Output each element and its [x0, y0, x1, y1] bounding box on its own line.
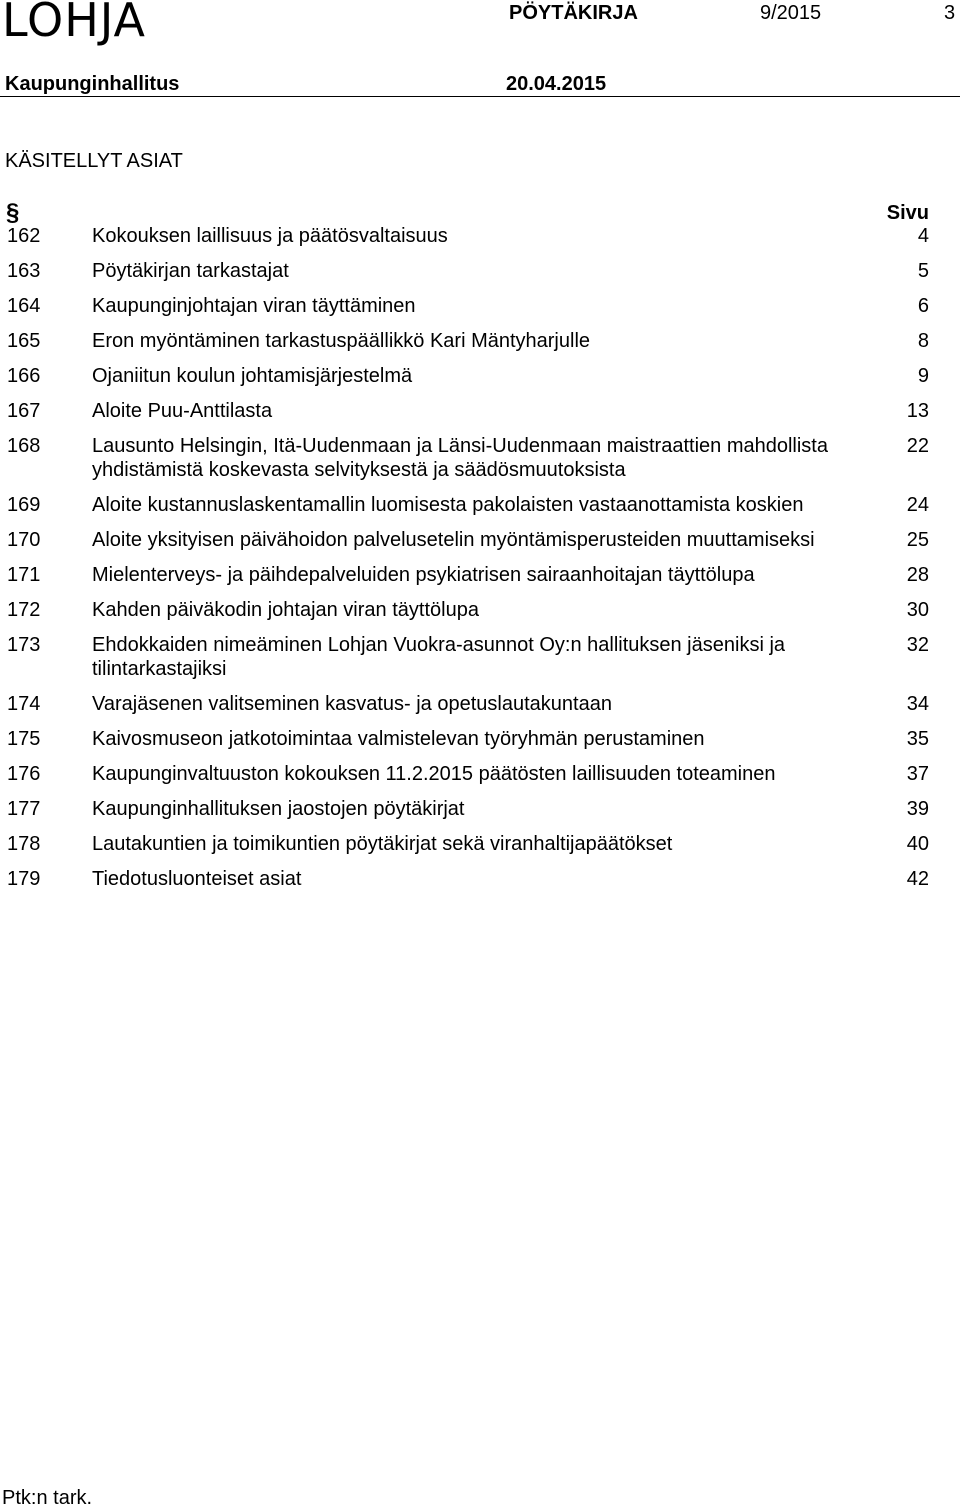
agenda-item-page: 42	[906, 868, 929, 890]
agenda-item-number: 167	[7, 400, 41, 422]
header-divider	[0, 96, 960, 97]
agenda-item	[0, 832, 960, 856]
agenda-item-title: Aloite yksityisen päivähoidon palvelusetelin myöntämisperusteiden muuttamiseksi	[92, 529, 815, 551]
agenda-item-page: 5	[917, 260, 929, 282]
page-number: 3	[944, 2, 956, 24]
meeting-date: 20.04.2015	[506, 73, 607, 95]
agenda-item-number: 166	[7, 365, 41, 387]
agenda-item-number: 176	[7, 763, 41, 785]
agenda-item-page: 9	[917, 365, 929, 387]
agenda-item-number: 174	[7, 693, 41, 715]
agenda-item	[0, 563, 960, 587]
agenda-item-title: Ojaniitun koulun johtamisjärjestelmä	[92, 365, 413, 387]
agenda-item-page: 28	[906, 564, 929, 586]
page-column-header: Sivu	[886, 202, 929, 224]
agenda-item-number: 164	[7, 295, 41, 317]
agenda-item-page: 35	[906, 728, 929, 750]
document-number: 9/2015	[760, 2, 822, 24]
agenda-item-title: Aloite Puu-Anttilasta	[92, 400, 273, 422]
agenda-item-title: Lautakuntien ja toimikuntien pöytäkirjat sekä viranhaltijapäätökset	[92, 833, 673, 855]
agenda-item-page: 4	[917, 225, 929, 247]
agenda-item-title: Pöytäkirjan tarkastajat	[92, 260, 289, 282]
agenda-item	[0, 867, 960, 891]
agenda-item-title: Mielenterveys- ja päihdepalveluiden psykiatrisen sairaanhoitajan täyttölupa	[92, 564, 755, 586]
agenda-item-page: 39	[906, 798, 929, 820]
agenda-item-title: Kaupunginjohtajan viran täyttäminen	[92, 295, 416, 317]
agenda-item	[0, 434, 960, 482]
agenda-item-number: 178	[7, 833, 41, 855]
agenda-item	[0, 692, 960, 716]
agenda-item	[0, 797, 960, 821]
agenda-item	[0, 364, 960, 388]
agenda-item-number: 172	[7, 599, 41, 621]
agenda-item	[0, 528, 960, 552]
agenda-item	[0, 727, 960, 751]
agenda-item-page: 34	[906, 693, 929, 715]
agenda-item-page: 22	[906, 435, 929, 457]
agenda-item-title: Kokouksen laillisuus ja päätösvaltaisuus	[92, 225, 448, 247]
agenda-item-page: 13	[906, 400, 929, 422]
agenda-item-page: 30	[906, 599, 929, 621]
agenda-item	[0, 493, 960, 517]
agenda-item-title: Tiedotusluonteiset asiat	[92, 868, 302, 890]
agenda-item-number: 162	[7, 225, 41, 247]
agenda-item-page: 32	[906, 634, 929, 656]
agenda-item-title: Lausunto Helsingin, Itä-Uudenmaan ja Länsi-Uudenmaan maistraattien mahdollista yhdistämistä koskevasta selvityksestä ja säädösmuutoksista	[92, 435, 828, 481]
agenda-item-page: 37	[906, 763, 929, 785]
agenda-item-number: 177	[7, 798, 41, 820]
agenda-item-title: Kaivosmuseon jatkotoimintaa valmistelevan työryhmän perustaminen	[92, 728, 705, 750]
agenda-item-number: 163	[7, 260, 41, 282]
agenda-item-number: 170	[7, 529, 41, 551]
agenda-item-title: Aloite kustannuslaskentamallin luomisesta pakolaisten vastaanottamista koskien	[92, 494, 804, 516]
agenda-item-number: 175	[7, 728, 41, 750]
agenda-item-title: Varajäsenen valitseminen kasvatus- ja opetuslautakuntaan	[92, 693, 612, 715]
agenda-item	[0, 399, 960, 423]
agenda-item-title: Kaupunginhallituksen jaostojen pöytäkirjat	[92, 798, 465, 820]
agenda-item-number: 173	[7, 634, 41, 656]
agenda-item-number: 168	[7, 435, 41, 457]
agenda-item-number: 165	[7, 330, 41, 352]
agenda-item	[0, 224, 960, 248]
agenda-item-page: 25	[906, 529, 929, 551]
agenda-item	[0, 329, 960, 353]
agenda-item	[0, 598, 960, 622]
lohja-logo: LOHJA	[2, 0, 147, 47]
agenda-item	[0, 633, 960, 681]
agenda-item-title: Kahden päiväkodin johtajan viran täyttölupa	[92, 599, 479, 621]
paragraph-sign: §	[6, 199, 20, 226]
agenda-item-page: 6	[917, 295, 929, 317]
agenda-item-title: Eron myöntäminen tarkastuspäällikkö Kari Mäntyharjulle	[92, 330, 591, 352]
agenda-item	[0, 762, 960, 786]
footer-note: Ptk:n tark.	[2, 1487, 93, 1509]
agenda-item-page: 8	[917, 330, 929, 352]
agenda-item-title: Kaupunginvaltuuston kokouksen 11.2.2015 päätösten laillisuuden toteaminen	[92, 763, 776, 785]
agenda-item-number: 171	[7, 564, 41, 586]
agenda-item-page: 24	[906, 494, 929, 516]
agenda-item	[0, 259, 960, 283]
agenda-item-number: 179	[7, 868, 41, 890]
section-title: KÄSITELLYT ASIAT	[5, 150, 183, 172]
agenda-list	[0, 224, 960, 902]
organ-name: Kaupunginhallitus	[5, 73, 180, 95]
agenda-item-title: Ehdokkaiden nimeäminen Lohjan Vuokra-asunnot Oy:n hallituksen jäseniksi ja tilintarkastajiksi	[92, 634, 786, 680]
agenda-item-page: 40	[906, 833, 929, 855]
document-type: PÖYTÄKIRJA	[509, 2, 638, 24]
agenda-item	[0, 294, 960, 318]
agenda-item-number: 169	[7, 494, 41, 516]
